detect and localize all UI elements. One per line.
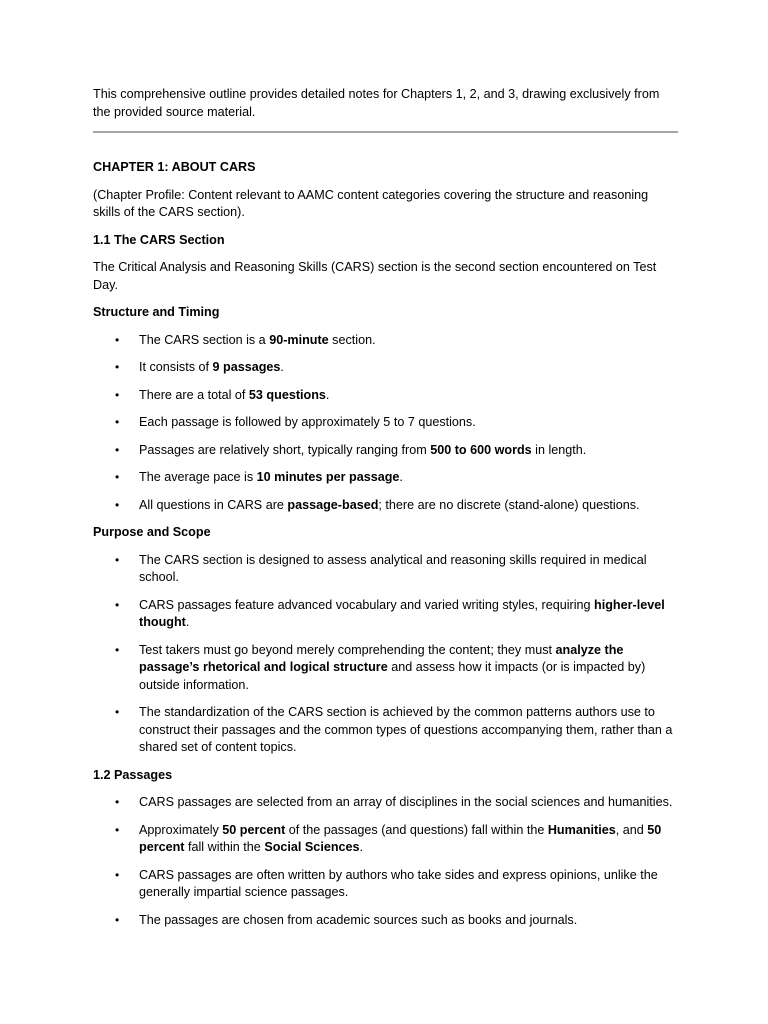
intro-paragraph: This comprehensive outline provides detailed notes for Chapters 1, 2, and 3, drawing exclusively from the provided source material. [93,87,660,119]
bullet-icon: • [115,415,120,429]
sub-heading-structure: Structure and Timing [93,305,220,319]
bullet-icon: • [115,795,120,809]
bullet-icon: • [115,597,120,612]
sub-heading-purpose: Purpose and Scope [93,525,211,539]
list-item: • Test takers must go beyond merely comprehending the content; they must analyze the passage’s rhetorical and logical structure and assess how it impacts (or is impacted by) outside information. [115,642,646,692]
bullet-icon: • [115,867,120,882]
document-page [93,86,678,939]
bullet-icon: • [115,497,120,512]
bullet-icon: • [115,552,120,567]
list-item: • It consists of 9 passages. [93,359,678,377]
list-item: • The CARS section is a 90-minute section. [93,332,678,350]
bullet-icon: • [115,642,120,657]
purpose-list [93,552,678,757]
list-item: • There are a total of 53 questions. [93,387,678,405]
passages-list [93,794,678,929]
section-heading-1-1: 1.1 The CARS Section [93,232,225,247]
list-item: • CARS passages are selected from an array of disciplines in the social sciences and humanities. [93,794,678,812]
bullet-icon: • [115,705,120,719]
list-item: • The standardization of the CARS section is achieved by the common patterns authors use to construct their passages and the common types of questions accompanying them, rather than a shared set of content topics. [115,705,673,754]
list-item: • CARS passages are often written by authors who take sides and express opinions, unlike the generally impartial science passages. [115,867,658,899]
horizontal-rule [93,131,678,133]
bullet-icon: • [115,470,120,484]
list-item: • Passages are relatively short, typically ranging from 500 to 600 words in length. [93,442,678,460]
bullet-icon: • [115,442,120,457]
list-item: • The average pace is 10 minutes per passage. [93,469,678,487]
chapter-profile: (Chapter Profile: Content relevant to AAMC content categories covering the structure and reasoning skills of the CARS section). [93,187,649,219]
list-item: • CARS passages feature advanced vocabulary and varied writing styles, requiring higher-level thought. [115,597,665,629]
list-item: • Each passage is followed by approximately 5 to 7 questions. [93,414,678,432]
bullet-icon: • [115,822,120,837]
chapter-title: CHAPTER 1: ABOUT CARS [93,160,256,174]
list-item: • Approximately 50 percent of the passages (and questions) fall within the Humanities, and 50 percent fall within the Social Sciences. [115,822,662,854]
list-item: • The CARS section is designed to assess analytical and reasoning skills required in medical school. [115,552,647,584]
section-heading-1-2: 1.2 Passages [93,767,173,782]
bullet-icon: • [115,332,120,347]
bullet-icon: • [115,912,120,927]
bullet-icon: • [115,387,120,402]
section-1-1-text: The Critical Analysis and Reasoning Skills (CARS) section is the second section encountered on Test Day. [93,260,657,292]
list-item: • The passages are chosen from academic sources such as books and journals. [93,912,678,930]
list-item: • All questions in CARS are passage-based; there are no discrete (stand-alone) questions. [93,497,678,515]
structure-list [93,332,678,515]
bullet-icon: • [115,360,120,374]
